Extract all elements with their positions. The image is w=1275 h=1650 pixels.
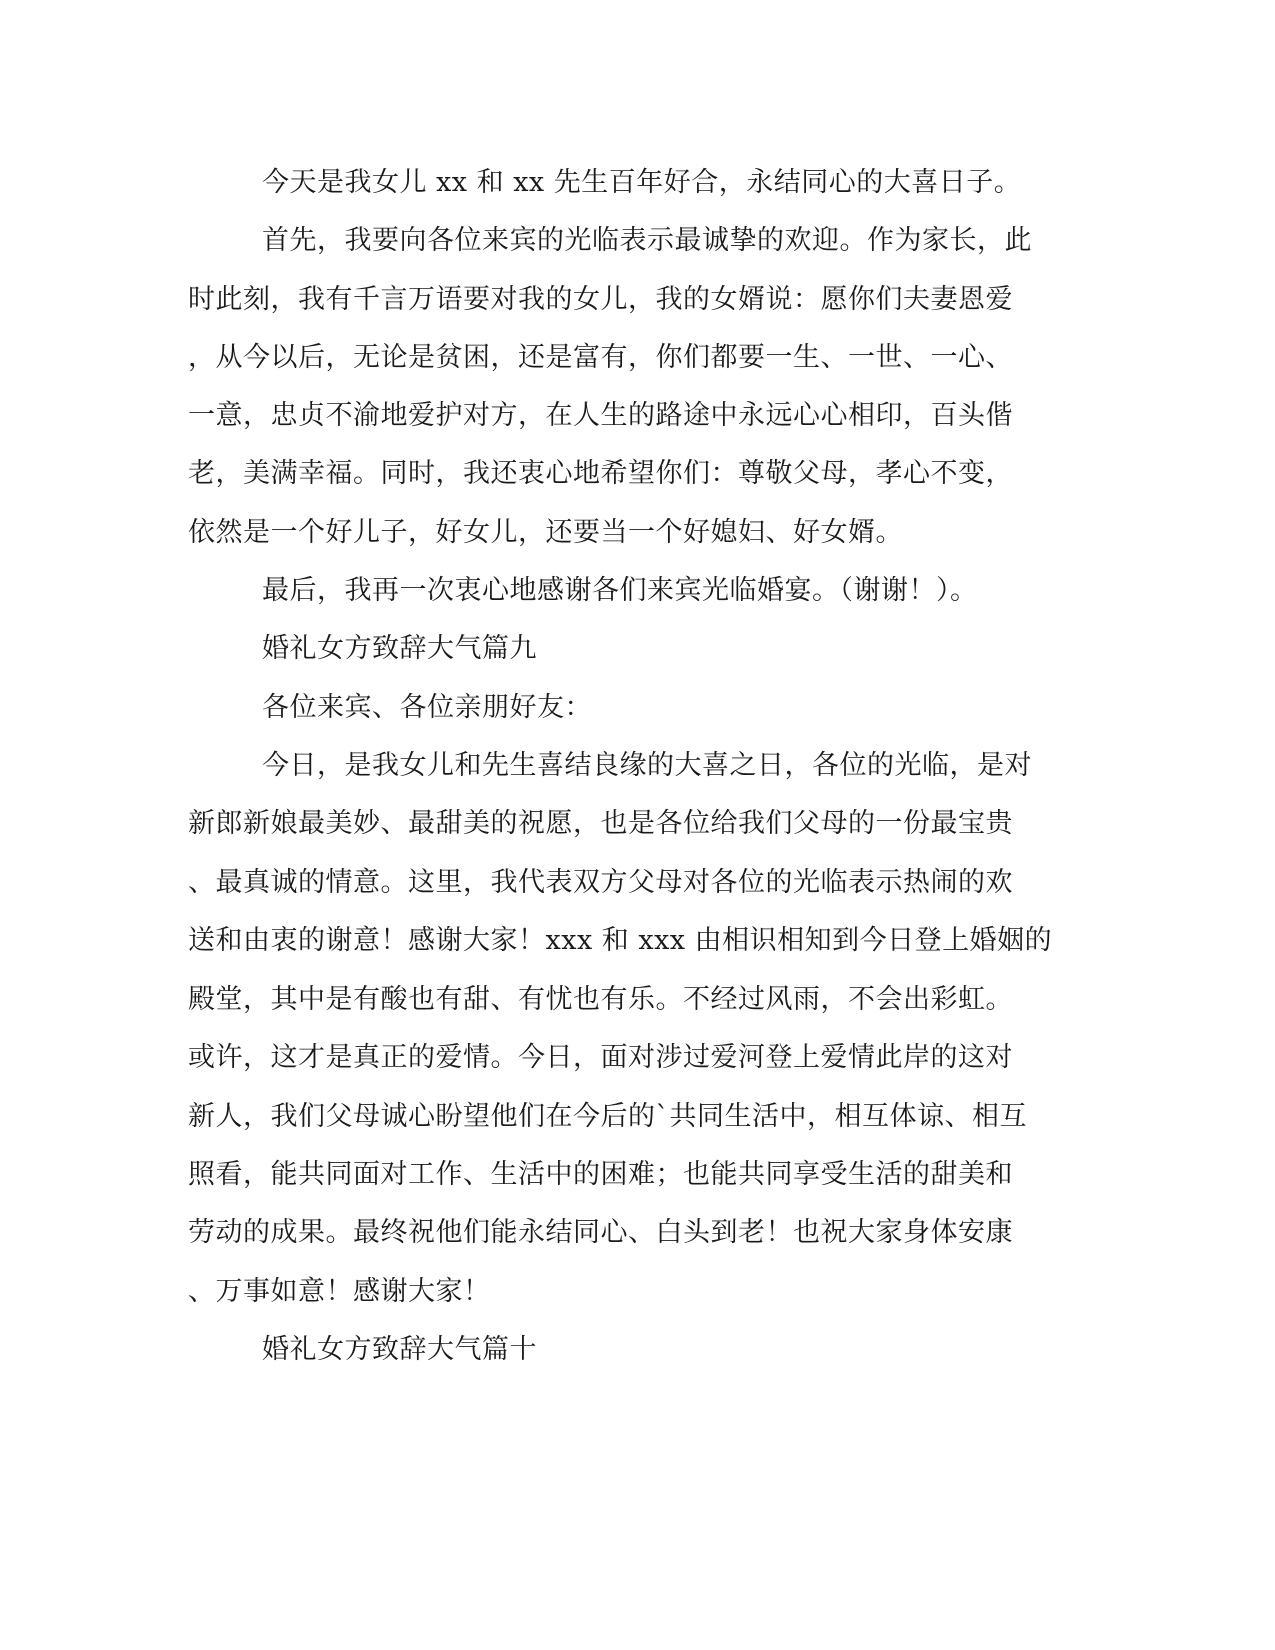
paragraph-line: 劳动的成果。最终祝他们能永结同心、白头到老！也祝大家身体安康 (188, 1217, 1013, 1248)
paragraph-line: 新人，我们父母诚心盼望他们在今后的`共同生活中，相互体谅、相互 (188, 1101, 1027, 1132)
paragraph-line: 今日，是我女儿和先生喜结良缘的大喜之日，各位的光临，是对 (262, 750, 1032, 781)
paragraph-line: 照看，能共同面对工作、生活中的困难；也能共同享受生活的甜美和 (188, 1159, 1013, 1190)
section-heading: 婚礼女方致辞大气篇十 (262, 1334, 537, 1365)
paragraph-line: 、最真诚的情意。这里，我代表双方父母对各位的光临表示热闹的欢 (188, 867, 1013, 898)
paragraph-line: 或许，这才是真正的爱情。今日，面对涉过爱河登上爱情此岸的这对 (188, 1042, 1013, 1073)
paragraph-line: 依然是一个好儿子，好女儿，还要当一个好媳妇、好女婿。 (188, 517, 903, 548)
paragraph-line: ，从今以后，无论是贫困，还是富有，你们都要一生、一世、一心、 (188, 342, 1013, 373)
paragraph-line: 送和由衷的谢意！感谢大家！xxx 和 xxx 由相识相知到今日登上婚姻的 (188, 925, 1053, 956)
paragraph-line: 、万事如意！感谢大家！ (188, 1276, 491, 1307)
paragraph-line: 最后，我再一次衷心地感谢各们来宾光临婚宴。（谢谢！）。 (262, 575, 978, 606)
section-heading: 婚礼女方致辞大气篇九 (262, 633, 537, 664)
paragraph-line: 新郎新娘最美妙、最甜美的祝愿，也是各位给我们父母的一份最宝贵 (188, 808, 1013, 839)
paragraph-line: 一意，忠贞不渝地爱护对方，在人生的路途中永远心心相印，百头偕 (188, 400, 1013, 431)
paragraph-line: 首先，我要向各位来宾的光临表示最诚挚的欢迎。作为家长，此 (262, 225, 1032, 256)
paragraph-line: 时此刻，我有千言万语要对我的女儿，我的女婿说：愿你们夫妻恩爱 (188, 284, 1013, 315)
paragraph-line: 老，美满幸福。同时，我还衷心地希望你们：尊敬父母，孝心不变， (188, 458, 1013, 489)
salutation: 各位来宾、各位亲朋好友： (262, 692, 592, 723)
paragraph-line: 今天是我女儿 xx 和 xx 先生百年好合，永结同心的大喜日子。 (262, 167, 1022, 198)
paragraph-line: 殿堂，其中是有酸也有甜、有忧也有乐。不经过风雨，不会出彩虹。 (188, 984, 1013, 1015)
